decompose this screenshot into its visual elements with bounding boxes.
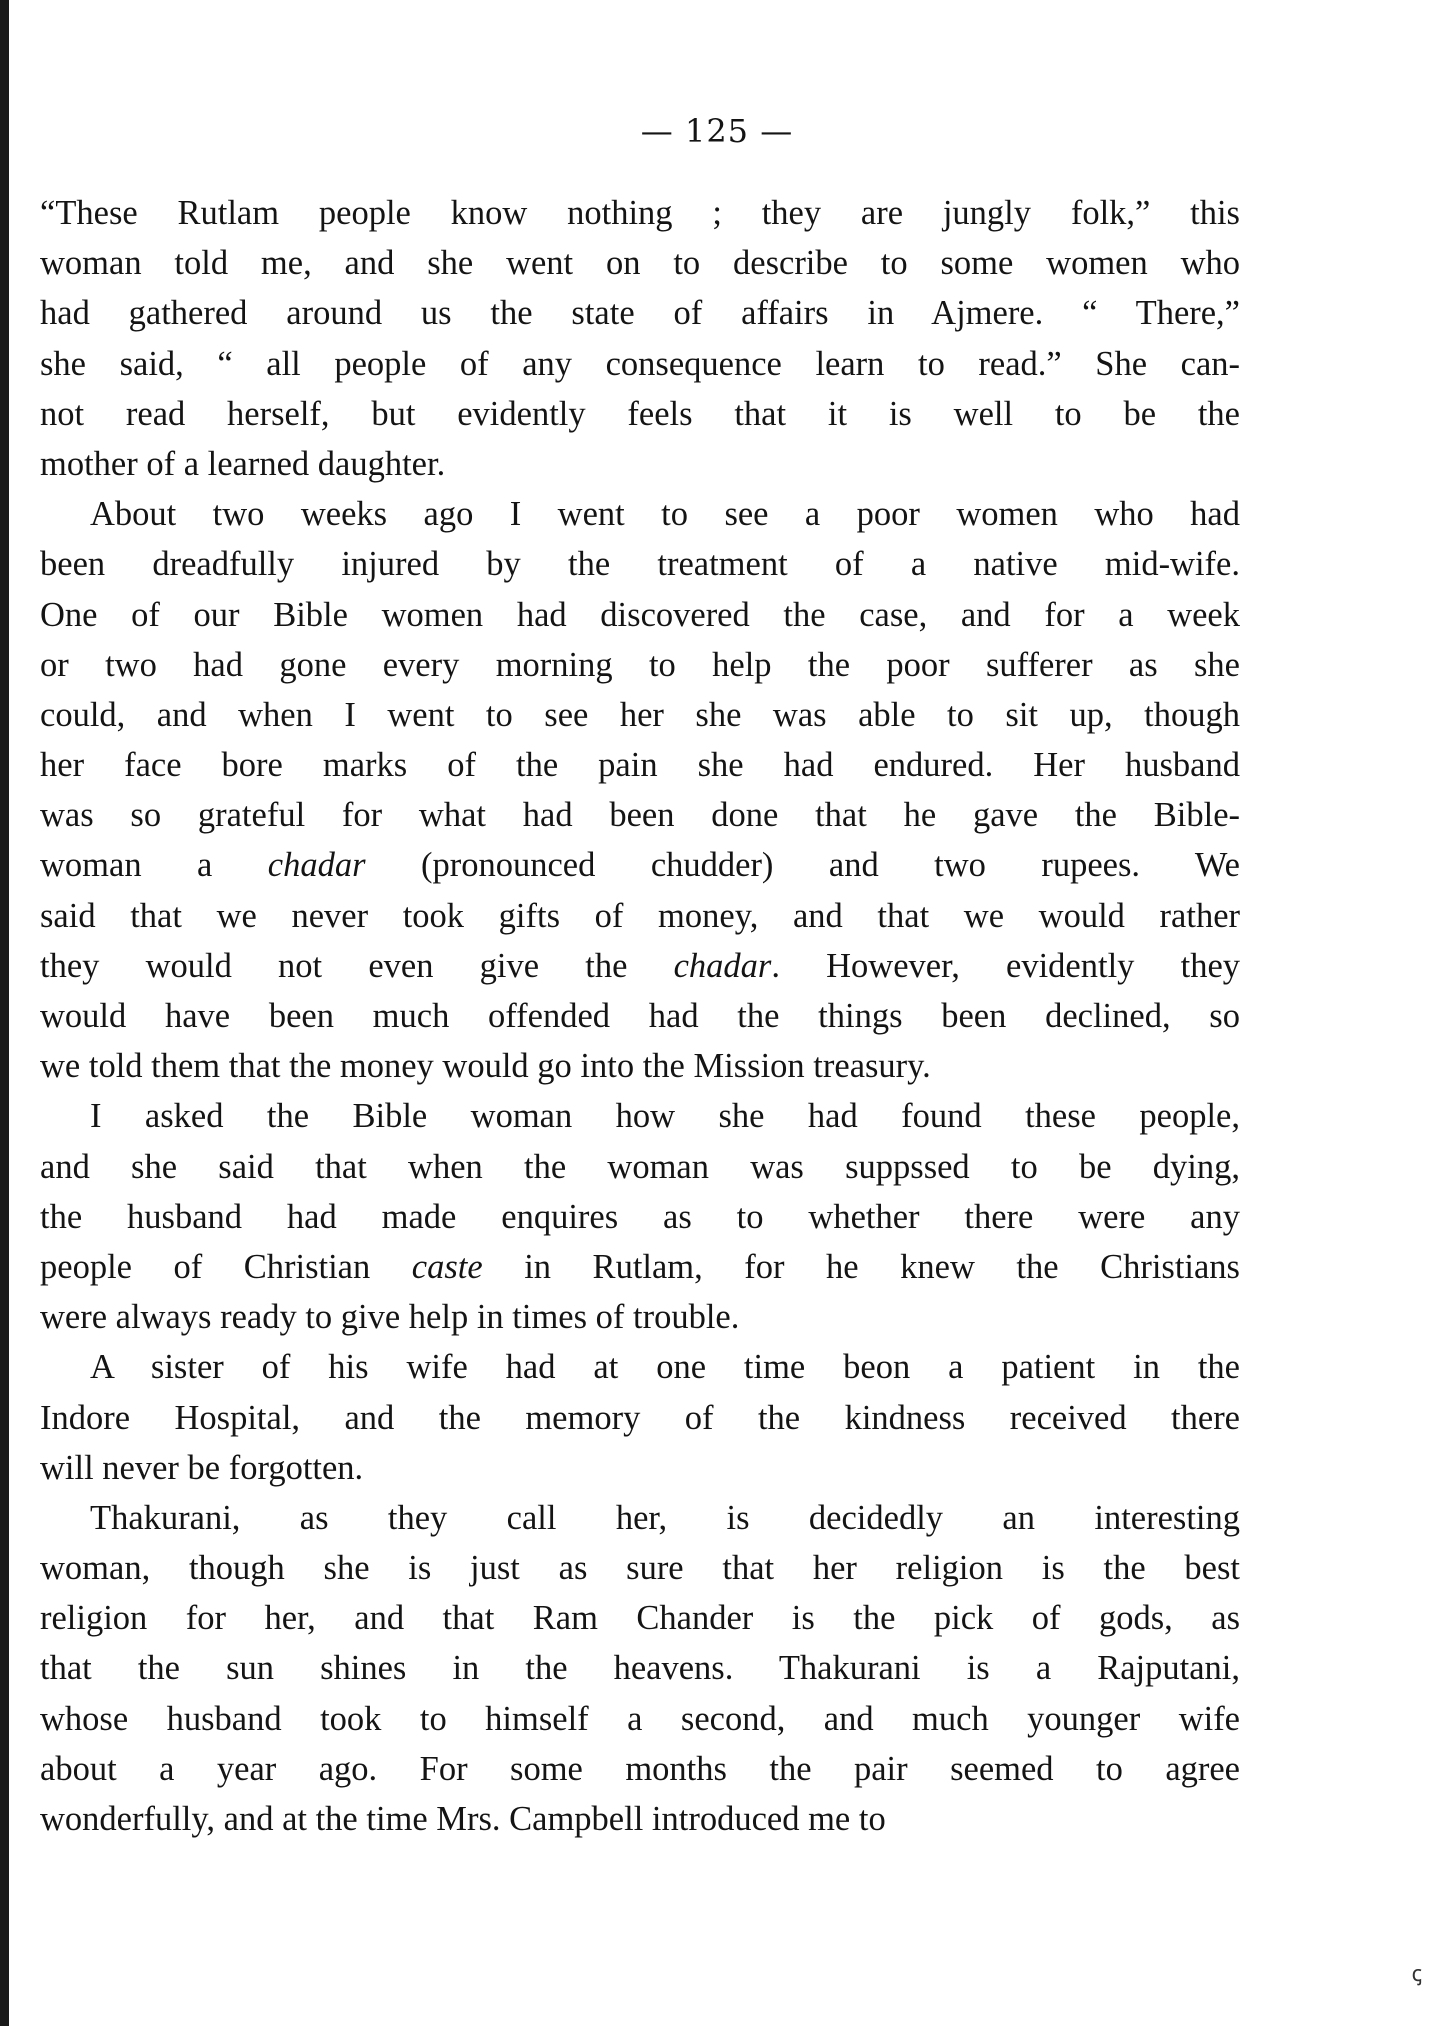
text-line: woman, though she is just as sure that her religion is the best	[40, 1549, 1240, 1588]
italic-term: chadar	[267, 846, 366, 885]
body-text	[40, 188, 1240, 1844]
text-line: wonderfully, and at the time Mrs. Campbell introduced me to	[40, 1800, 886, 1838]
text-line: Indore Hospital, and the memory of the kindness received there	[40, 1398, 1240, 1437]
text-line: been dreadfully injured by the treatment of a native mid-wife.	[40, 545, 1240, 584]
text-line: would have been much offended had the things been declined, so	[40, 997, 1240, 1035]
text-line: had gathered around us the state of affairs in Ajmere. “ There,”	[40, 294, 1240, 333]
text-line: she said, “ all people of any consequence learn to read.” She can-	[40, 344, 1240, 383]
text-line: A sister of his wife had at one time beon a patient in the	[90, 1348, 1240, 1387]
text-line: religion for her, and that Ram Chander is the pick of gods, as	[40, 1599, 1240, 1638]
paragraph	[40, 188, 1240, 489]
text-line: I asked the Bible woman how she had found these people,	[90, 1097, 1240, 1136]
text-line: we told them that the money would go into the Mission treasury.	[40, 1047, 931, 1086]
text-line: One of our Bible women had discovered the case, and for a week	[40, 595, 1240, 634]
text-line: will never be forgotten.	[40, 1448, 364, 1487]
text-line: About two weeks ago I went to see a poor women who had	[90, 495, 1240, 534]
text-line: woman a chadar (pronounced chudder) and two rupees. We	[40, 846, 1240, 885]
text-line: woman told me, and she went on to describe to some women who	[40, 244, 1240, 283]
text-line: was so grateful for what had been done that he gave the Bible-	[40, 796, 1240, 835]
page-number: — 125 —	[640, 112, 794, 150]
text-line: Thakurani, as they call her, is decidedly an interesting	[90, 1498, 1240, 1537]
text-line: that the sun shines in the heavens. Thakurani is a Rajputani,	[40, 1649, 1240, 1688]
italic-term: chadar	[673, 946, 772, 985]
text-line: “These Rutlam people know nothing ; they are jungly folk,” this	[40, 194, 1240, 232]
text-line: or two had gone every morning to help the poor sufferer as she	[40, 645, 1240, 684]
text-line: and she said that when the woman was suppssed to be dying,	[40, 1147, 1240, 1186]
text-line: people of Christian caste in Rutlam, for he knew the Christians	[40, 1247, 1240, 1286]
text-line: they would not even give the chadar. However, evidently they	[40, 946, 1240, 985]
text-line: the husband had made enquires as to whether there were any	[40, 1197, 1240, 1236]
text-line: whose husband took to himself a second, and much younger wife	[40, 1699, 1240, 1738]
paragraph	[40, 1342, 1240, 1493]
paragraph	[40, 1493, 1240, 1844]
margin-mark: ꞔ	[1411, 1962, 1422, 1987]
text-line: her face bore marks of the pain she had endured. Her husband	[40, 746, 1240, 785]
text-line: said that we never took gifts of money, and that we would rather	[40, 896, 1240, 935]
paragraph	[40, 489, 1240, 1091]
paragraph	[40, 1091, 1240, 1342]
page-edge-rule	[0, 0, 9, 2026]
text-line: could, and when I went to see her she was able to sit up, though	[40, 695, 1240, 734]
text-line: about a year ago. For some months the pair seemed to agree	[40, 1749, 1240, 1788]
text-line: mother of a learned daughter.	[40, 444, 446, 483]
text-line: not read herself, but evidently feels that it is well to be the	[40, 394, 1240, 433]
italic-term: caste	[411, 1247, 483, 1286]
text-line: were always ready to give help in times of trouble.	[40, 1298, 740, 1337]
